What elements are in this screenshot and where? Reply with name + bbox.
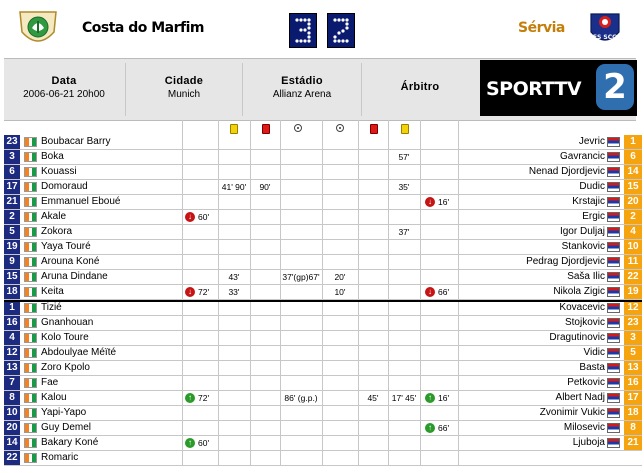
away-player-name[interactable]: Milosevic <box>563 422 605 433</box>
home-player-name[interactable]: Tizié <box>41 302 62 313</box>
serbia-flag-icon <box>607 348 620 358</box>
away-shirt-number: 19 <box>624 285 642 299</box>
away-shirt-number: 21 <box>624 436 642 450</box>
home-player-name[interactable]: Romaric <box>41 452 79 463</box>
home-yellow-minutes: 41' 90' <box>221 182 247 192</box>
ivory-coast-flag-icon <box>24 333 37 343</box>
ivory-coast-flag-icon <box>24 348 37 358</box>
away-crest-text: FS SCG <box>592 34 618 41</box>
home-player-name[interactable]: Kouassi <box>41 166 77 177</box>
home-shirt-number: 23 <box>4 135 20 149</box>
serbia-flag-icon <box>607 197 620 207</box>
yellow-card-icon <box>401 124 409 134</box>
ivory-coast-flag-icon <box>24 212 37 222</box>
home-player-name[interactable]: Aruna Dindane <box>41 271 108 282</box>
away-goal-minutes: 10' <box>334 287 346 297</box>
red-card-icon <box>370 124 378 134</box>
ivory-coast-flag-icon <box>24 182 37 192</box>
table-row <box>4 255 642 270</box>
home-sub-minute: 72' <box>198 393 210 403</box>
away-player-name[interactable]: Nenad Djordjevic <box>528 166 605 177</box>
away-player-name[interactable]: Dragutinovic <box>549 332 605 343</box>
serbia-flag-icon <box>607 423 620 433</box>
table-row <box>4 180 642 195</box>
table-row <box>4 331 642 346</box>
serbia-flag-icon <box>607 333 620 343</box>
away-shirt-number: 14 <box>624 165 642 179</box>
table-row <box>4 150 642 165</box>
home-yellow-minutes: 33' <box>228 287 240 297</box>
serbia-flag-icon <box>607 257 620 267</box>
away-shirt-number: 6 <box>624 150 642 164</box>
stadium-value: Allianz Arena <box>272 89 332 100</box>
away-crest-icon <box>583 6 627 50</box>
ivory-coast-flag-icon <box>24 303 37 313</box>
table-row <box>4 376 642 391</box>
home-shirt-number: 2 <box>4 210 20 224</box>
stadium-label: Estádio <box>281 75 323 87</box>
ivory-coast-flag-icon <box>24 423 37 433</box>
serbia-flag-icon <box>607 393 620 403</box>
ivory-coast-flag-icon <box>24 453 37 463</box>
away-player-name[interactable]: Albert Nadj <box>555 392 605 403</box>
table-row <box>4 165 642 180</box>
away-player-name[interactable]: Igor Duljaj <box>559 226 605 237</box>
home-shirt-number: 4 <box>4 331 20 345</box>
city-label: Cidade <box>164 75 204 87</box>
ivory-coast-flag-icon <box>24 167 37 177</box>
home-player-name[interactable]: Kalou <box>41 392 67 403</box>
ivory-coast-flag-icon <box>24 393 37 403</box>
away-sub-minute: 66' <box>438 287 450 297</box>
home-player-name[interactable]: Abdoulyae Méïté <box>41 347 117 358</box>
serbia-flag-icon <box>607 318 620 328</box>
home-player-name[interactable]: Boubacar Barry <box>41 136 111 147</box>
table-row <box>4 135 642 150</box>
away-shirt-number: 12 <box>624 301 642 315</box>
home-player-name[interactable]: Gnanhouan <box>41 317 94 328</box>
table-row <box>4 285 642 300</box>
ivory-coast-flag-icon <box>24 438 37 448</box>
away-player-name[interactable]: Nikola Zigic <box>553 286 605 297</box>
ivory-coast-flag-icon <box>24 152 37 162</box>
away-shirt-number: 2 <box>624 210 642 224</box>
home-player-name[interactable]: Domoraud <box>41 181 88 192</box>
ivory-coast-flag-icon <box>24 363 37 373</box>
home-player-name[interactable]: Keita <box>41 286 64 297</box>
yellow-card-icon <box>230 124 238 134</box>
city-block <box>126 59 242 120</box>
home-shirt-number: 1 <box>4 301 20 315</box>
broadcaster-logo <box>480 60 637 116</box>
ivory-coast-flag-icon <box>24 242 37 252</box>
table-row <box>4 225 642 240</box>
home-sub-minute: 72' <box>198 287 210 297</box>
sub-out-icon: ↓ <box>425 287 435 297</box>
ivory-coast-flag-icon <box>24 197 37 207</box>
away-player-name[interactable]: Basta <box>579 362 605 373</box>
home-red-minutes: 90' <box>259 182 271 192</box>
home-yellow-minutes: 43' <box>228 272 240 282</box>
away-shirt-number: 1 <box>624 135 642 149</box>
table-row <box>4 270 642 285</box>
home-shirt-number: 10 <box>4 406 20 420</box>
away-sub-minute: 16' <box>438 197 450 207</box>
table-row <box>4 421 642 436</box>
table-row <box>4 195 642 210</box>
home-player-name[interactable]: Fae <box>41 377 59 388</box>
sub-out-icon: ↓ <box>185 287 195 297</box>
home-shirt-number: 22 <box>4 451 20 465</box>
home-goal-minutes: 37'(gp)67' <box>282 272 320 282</box>
serbia-flag-icon <box>607 408 620 418</box>
home-player-name[interactable]: Kolo Toure <box>41 332 89 343</box>
home-goal-minutes: 86' (g.p.) <box>284 393 318 403</box>
table-row <box>4 301 642 316</box>
sub-in-icon: ↑ <box>425 423 435 433</box>
home-player-name[interactable]: Zokora <box>41 226 73 237</box>
serbia-flag-icon <box>607 287 620 297</box>
home-score-display <box>289 13 317 48</box>
serbia-flag-icon <box>607 137 620 147</box>
sub-in-icon: ↑ <box>185 438 195 448</box>
serbia-flag-icon <box>607 167 620 177</box>
away-shirt-number: 3 <box>624 331 642 345</box>
home-shirt-number: 21 <box>4 195 20 209</box>
ivory-coast-flag-icon <box>24 257 37 267</box>
away-player-name[interactable]: Ljuboja <box>572 437 605 448</box>
ivory-coast-flag-icon <box>24 378 37 388</box>
sub-out-icon: ↓ <box>425 197 435 207</box>
serbia-flag-icon <box>607 438 620 448</box>
date-value: 2006-06-21 20h00 <box>23 89 105 100</box>
serbia-flag-icon <box>607 303 620 313</box>
table-row <box>4 316 642 331</box>
home-team-name: Costa do Marfim <box>82 20 205 36</box>
away-shirt-number: 16 <box>624 376 642 390</box>
away-score-display <box>327 13 355 48</box>
away-shirt-number: 18 <box>624 406 642 420</box>
match-header <box>0 0 644 58</box>
home-shirt-number: 17 <box>4 180 20 194</box>
away-player-name[interactable]: Stojkovic <box>564 317 605 328</box>
table-row <box>4 210 642 225</box>
ivory-coast-flag-icon <box>24 272 37 282</box>
home-shirt-number: 14 <box>4 436 20 450</box>
ivory-coast-flag-icon <box>24 318 37 328</box>
away-red-minutes: 45' <box>367 393 379 403</box>
away-player-name[interactable]: Gavrancic <box>559 151 605 162</box>
home-crest-icon <box>16 6 60 50</box>
serbia-flag-icon <box>607 378 620 388</box>
ball-icon <box>294 124 302 132</box>
away-team-name: Sérvia <box>518 20 565 36</box>
away-shirt-number: 10 <box>624 240 642 254</box>
away-player-name[interactable]: Saša Ilic <box>567 271 605 282</box>
starters-subs-divider <box>4 300 642 302</box>
date-label: Data <box>51 75 77 87</box>
away-goal-minutes: 20' <box>334 272 346 282</box>
city-value: Munich <box>167 89 201 100</box>
sub-out-icon: ↓ <box>185 212 195 222</box>
sub-in-icon: ↑ <box>185 393 195 403</box>
away-player-name[interactable]: Vidic <box>583 347 605 358</box>
home-sub-minute: 60' <box>198 212 210 222</box>
ivory-coast-flag-icon <box>24 227 37 237</box>
referee-block <box>362 59 478 120</box>
serbia-flag-icon <box>607 212 620 222</box>
table-row <box>4 240 642 255</box>
ivory-coast-flag-icon <box>24 408 37 418</box>
away-shirt-number: 5 <box>624 346 642 360</box>
away-yellow-minutes: 17' 45' <box>391 393 417 403</box>
away-player-name[interactable]: Ergic <box>582 211 605 222</box>
away-score-digit <box>328 14 354 47</box>
home-shirt-number: 15 <box>4 270 20 284</box>
away-shirt-number: 15 <box>624 180 642 194</box>
away-shirt-number: 17 <box>624 391 642 405</box>
ivory-coast-flag-icon <box>24 137 37 147</box>
away-sub-minute: 66' <box>438 423 450 433</box>
home-shirt-number: 6 <box>4 165 20 179</box>
ball-icon <box>336 124 344 132</box>
table-row <box>4 406 642 421</box>
away-shirt-number: 13 <box>624 361 642 375</box>
home-shirt-number: 20 <box>4 421 20 435</box>
serbia-flag-icon <box>607 272 620 282</box>
table-row <box>4 361 642 376</box>
away-player-name[interactable]: Jevric <box>578 136 605 147</box>
home-shirt-number: 16 <box>4 316 20 330</box>
away-player-name[interactable]: Stankovic <box>561 241 605 252</box>
home-shirt-number: 5 <box>4 225 20 239</box>
away-yellow-minutes: 57' <box>398 152 410 162</box>
home-player-name[interactable]: Bakary Koné <box>41 437 99 448</box>
home-player-name[interactable]: Arouna Koné <box>41 256 100 267</box>
home-player-name[interactable]: Boka <box>41 151 64 162</box>
home-player-name[interactable]: Emmanuel Eboué <box>41 196 121 207</box>
serbia-flag-icon <box>607 227 620 237</box>
broadcaster-name: SPORTTV <box>486 78 582 100</box>
broadcaster-channel: 2 <box>596 64 634 110</box>
away-shirt-number: 22 <box>624 270 642 284</box>
table-row <box>4 451 642 466</box>
stadium-block <box>243 59 361 120</box>
away-player-name[interactable]: Dudic <box>579 181 605 192</box>
home-shirt-number: 18 <box>4 285 20 299</box>
home-player-name[interactable]: Yapi-Yapo <box>41 407 87 418</box>
home-player-name[interactable]: Zoro Kpolo <box>41 362 90 373</box>
away-player-name[interactable]: Krstajic <box>572 196 605 207</box>
away-player-name[interactable]: Petkovic <box>567 377 605 388</box>
red-card-icon <box>262 124 270 134</box>
serbia-flag-icon <box>607 182 620 192</box>
away-shirt-number: 4 <box>624 225 642 239</box>
home-shirt-number: 3 <box>4 150 20 164</box>
serbia-flag-icon <box>607 152 620 162</box>
ivory-coast-flag-icon <box>24 287 37 297</box>
home-sub-minute: 60' <box>198 438 210 448</box>
away-player-name[interactable]: Pedrag Djordjevic <box>526 256 605 267</box>
away-yellow-minutes: 37' <box>398 227 410 237</box>
home-shirt-number: 13 <box>4 361 20 375</box>
referee-label: Árbitro <box>400 81 440 93</box>
table-row <box>4 346 642 361</box>
serbia-flag-icon <box>607 363 620 373</box>
away-shirt-number: 8 <box>624 421 642 435</box>
home-score-digit <box>290 14 316 47</box>
table-row <box>4 436 642 451</box>
home-player-name[interactable]: Akale <box>41 211 67 222</box>
home-shirt-number: 12 <box>4 346 20 360</box>
away-shirt-number: 20 <box>624 195 642 209</box>
home-shirt-number: 9 <box>4 255 20 269</box>
away-sub-minute: 16' <box>438 393 450 403</box>
away-shirt-number: 11 <box>624 255 642 269</box>
home-shirt-number: 8 <box>4 391 20 405</box>
home-shirt-number: 7 <box>4 376 20 390</box>
serbia-flag-icon <box>607 242 620 252</box>
date-block <box>4 59 124 120</box>
home-player-name[interactable]: Guy Demel <box>41 422 92 433</box>
sub-in-icon: ↑ <box>425 393 435 403</box>
table-row <box>4 391 642 406</box>
home-shirt-number: 19 <box>4 240 20 254</box>
away-shirt-number: 23 <box>624 316 642 330</box>
away-player-name[interactable]: Zvonimir Vukic <box>539 407 605 418</box>
away-yellow-minutes: 35' <box>398 182 410 192</box>
home-player-name[interactable]: Yaya Touré <box>41 241 91 252</box>
away-player-name[interactable]: Kovacevic <box>559 302 605 313</box>
